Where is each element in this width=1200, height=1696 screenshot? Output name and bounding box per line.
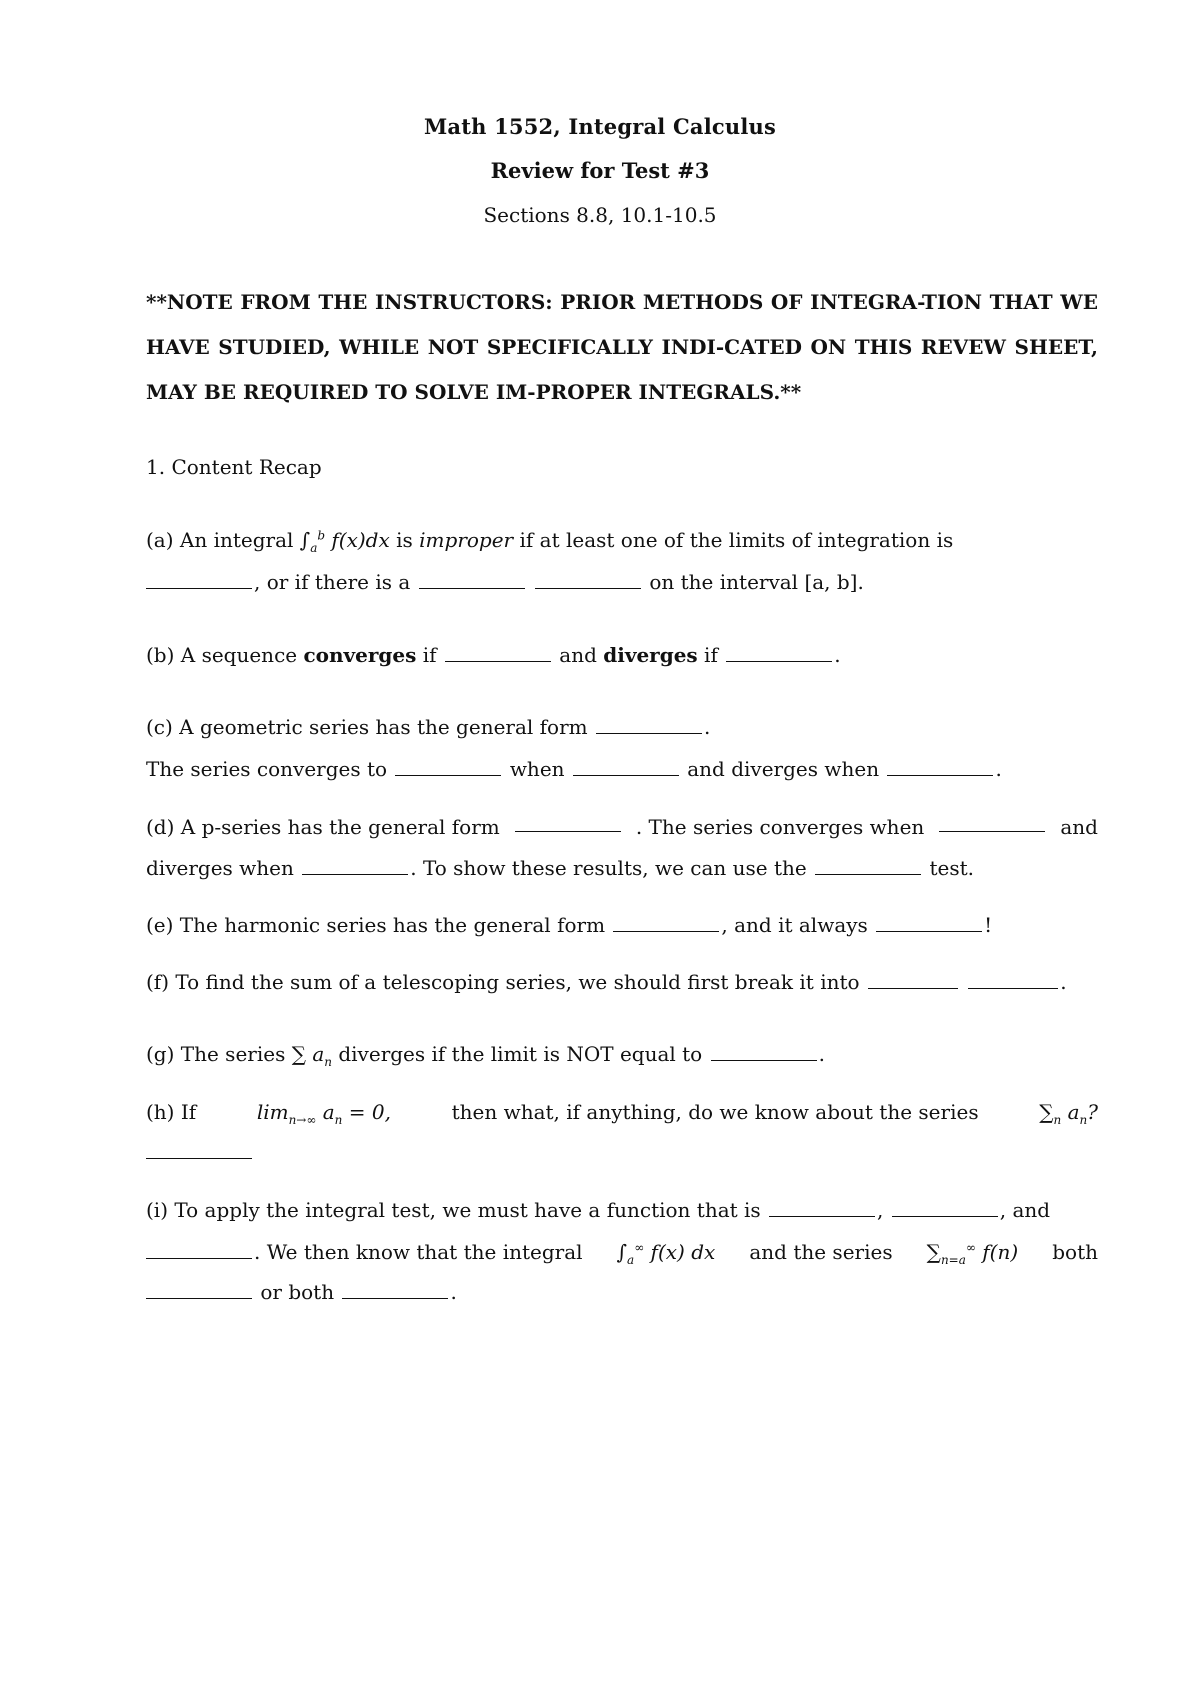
answer-blank — [445, 645, 551, 662]
answer-blank — [815, 858, 921, 875]
answer-blank — [302, 858, 408, 875]
instructor-note: **NOTE FROM THE INSTRUCTORS: PRIOR METHODS OF INTEGRA-TION THAT WE HAVE STUDIED, WHILE NOT SPECIFICALLY INDI-CATED ON THIS REVEW SHEET, MAY BE REQUIRED TO SOLVE IM-PROPER INTEGRALS.** — [146, 290, 1098, 404]
page-title: Math 1552, Integral Calculus — [423, 114, 777, 139]
item-c-line2: The series converges to when and diverges when . — [146, 757, 1002, 781]
item-h: (h) If $\lim_{n\to\infty} a_n = 0$, then what, if anything, do we know about the series $\sum_n$ $a_n$? — [146, 1100, 1098, 1127]
answer-blank — [419, 572, 525, 589]
answer-blank — [146, 572, 252, 589]
item-a-line2: , or if there is a on the interval [a, b]. — [146, 570, 1098, 594]
item-i-line2: . We then know that the integral $\int_a^\infty$ f(x) dx and the series $\sum_{n=a}^\infty$ f(n) both — [146, 1240, 1098, 1267]
sections-covered: Sections 8.8, 10.1-10.5 — [483, 203, 717, 227]
answer-blank — [596, 717, 702, 734]
item-e: (e) The harmonic series has the general form , and it always ! — [146, 913, 993, 937]
answer-blank — [535, 572, 641, 589]
answer-blank — [711, 1044, 817, 1061]
answer-blank — [515, 815, 621, 832]
item-d-line2: diverges when . To show these results, we can use the test. — [146, 856, 974, 880]
answer-blank — [868, 972, 958, 989]
item-b: (b) A sequence converges if and diverges if . — [146, 643, 841, 667]
answer-blank — [939, 815, 1045, 832]
item-a-line1: (a) An integral $\int_a^b$ f(x)dx is improper if at least one of the limits of integration is — [146, 528, 954, 555]
answer-blank — [342, 1282, 448, 1299]
answer-blank — [968, 972, 1058, 989]
item-g: (g) The series ∑ $a_n$ diverges if the limit is NOT equal to . — [146, 1042, 825, 1069]
answer-blank — [395, 759, 501, 776]
answer-blank — [146, 1282, 252, 1299]
answer-blank — [876, 915, 982, 932]
answer-blank — [726, 645, 832, 662]
page-subtitle: Review for Test #3 — [490, 158, 710, 183]
answer-blank — [573, 759, 679, 776]
answer-blank — [146, 1242, 252, 1259]
item-d-line1: (d) A p-series has the general form . The series converges when and — [146, 815, 1098, 839]
item-h-answer — [146, 1140, 1098, 1164]
answer-blank — [769, 1200, 875, 1217]
answer-blank — [613, 915, 719, 932]
answer-blank — [892, 1200, 998, 1217]
item-f: (f) To find the sum of a telescoping series, we should first break it into . — [146, 970, 1067, 994]
item-c-line1: (c) A geometric series has the general form . — [146, 715, 711, 739]
answer-blank — [146, 1142, 252, 1159]
section-heading: 1. Content Recap — [146, 455, 322, 479]
item-i-line1: (i) To apply the integral test, we must have a function that is , , and — [146, 1198, 1051, 1222]
answer-blank — [887, 759, 993, 776]
item-i-line3: or both . — [146, 1280, 1098, 1304]
